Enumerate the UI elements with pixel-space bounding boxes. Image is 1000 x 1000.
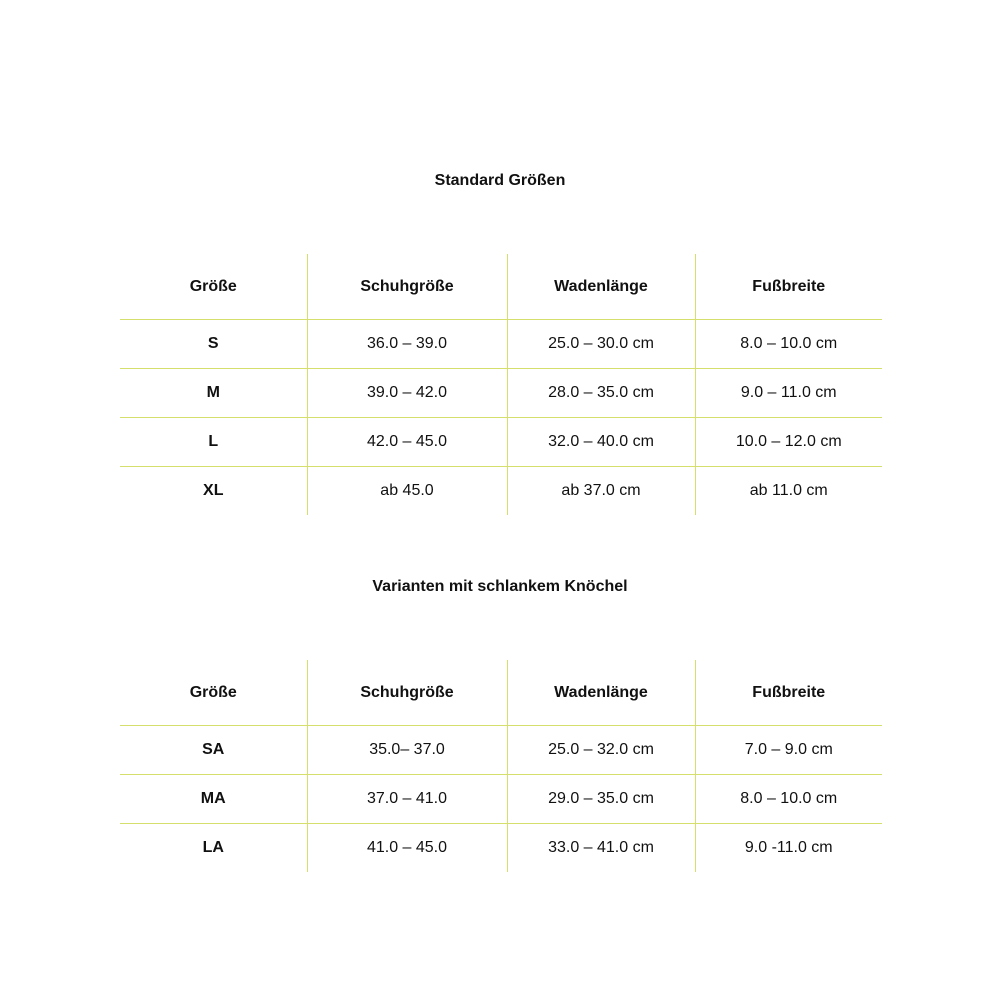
header-schuhgroesse: Schuhgröße xyxy=(307,660,507,726)
cell-shoe-size: 36.0 – 39.0 xyxy=(307,320,507,369)
cell-foot-width: 9.0 -11.0 cm xyxy=(695,824,882,873)
cell-calf-length: ab 37.0 cm xyxy=(507,467,695,516)
cell-shoe-size: ab 45.0 xyxy=(307,467,507,516)
cell-size: XL xyxy=(120,467,307,516)
cell-calf-length: 32.0 – 40.0 cm xyxy=(507,418,695,467)
size-table-standard xyxy=(120,254,882,515)
header-schuhgroesse: Schuhgröße xyxy=(307,254,507,320)
cell-size: SA xyxy=(120,726,307,775)
header-wadenlaenge: Wadenlänge xyxy=(507,254,695,320)
section-title-slim-ankle: Varianten mit schlankem Knöchel xyxy=(372,578,628,595)
cell-shoe-size: 39.0 – 42.0 xyxy=(307,369,507,418)
cell-calf-length: 29.0 – 35.0 cm xyxy=(507,775,695,824)
table-row xyxy=(120,824,882,873)
cell-foot-width: 8.0 – 10.0 cm xyxy=(695,320,882,369)
header-groesse: Größe xyxy=(189,277,237,295)
cell-size: S xyxy=(120,320,307,369)
cell-foot-width: 10.0 – 12.0 cm xyxy=(695,418,882,467)
table-header-row xyxy=(120,660,882,726)
header-fussbreite: Fußbreite xyxy=(695,254,882,320)
cell-shoe-size: 35.0– 37.0 xyxy=(307,726,507,775)
cell-size: LA xyxy=(120,824,307,873)
cell-size: L xyxy=(120,418,307,467)
cell-shoe-size: 42.0 – 45.0 xyxy=(307,418,507,467)
table-row xyxy=(120,775,882,824)
table-row xyxy=(120,320,882,369)
cell-foot-width: 8.0 – 10.0 cm xyxy=(695,775,882,824)
header-fussbreite: Fußbreite xyxy=(695,660,882,726)
cell-shoe-size: 37.0 – 41.0 xyxy=(307,775,507,824)
header-groesse: Größe xyxy=(189,683,237,701)
cell-calf-length: 28.0 – 35.0 cm xyxy=(507,369,695,418)
cell-foot-width: ab 11.0 cm xyxy=(695,467,882,516)
table-row xyxy=(120,369,882,418)
table-row xyxy=(120,467,882,516)
header-wadenlaenge: Wadenlänge xyxy=(507,660,695,726)
table-header-row xyxy=(120,254,882,320)
cell-foot-width: 7.0 – 9.0 cm xyxy=(695,726,882,775)
section-title-standard: Standard Größen xyxy=(434,172,566,189)
cell-calf-length: 25.0 – 30.0 cm xyxy=(507,320,695,369)
cell-shoe-size: 41.0 – 45.0 xyxy=(307,824,507,873)
table-row xyxy=(120,418,882,467)
cell-calf-length: 33.0 – 41.0 cm xyxy=(507,824,695,873)
cell-calf-length: 25.0 – 32.0 cm xyxy=(507,726,695,775)
table-row xyxy=(120,726,882,775)
size-table-slim-ankle xyxy=(120,660,882,872)
cell-size: M xyxy=(120,369,307,418)
cell-foot-width: 9.0 – 11.0 cm xyxy=(695,369,882,418)
cell-size: MA xyxy=(120,775,307,824)
